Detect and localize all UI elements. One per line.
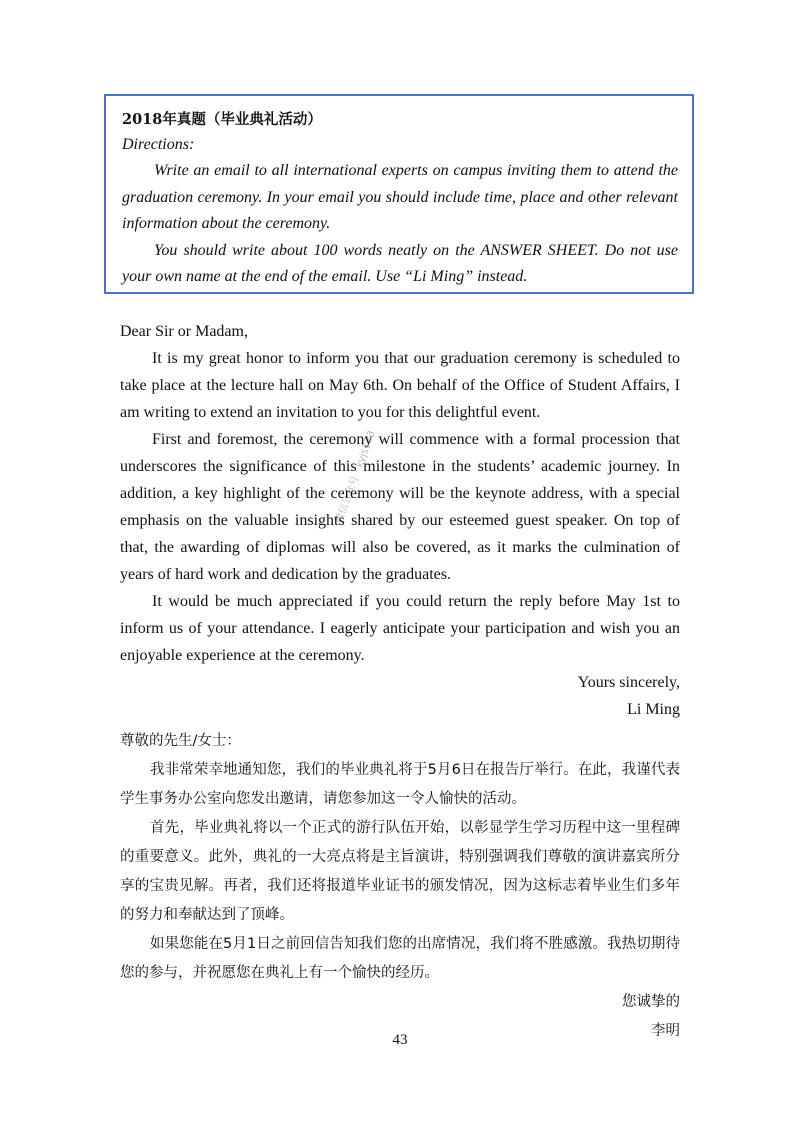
prompt-paragraph-1: Write an email to all international experts on campus inviting them to attend the graduation ceremony. In your email you should include time, place and other relevant information about the ceremony. [122, 162, 678, 232]
english-paragraph: First and foremost, the ceremony will commence with a formal procession that underscores the significance of this milestone in the students’ academic journey. In addition, a key highlight of the ceremony will be the keynote address, with a special emphasis on the valuable insights shared by our esteemed guest speaker. On top of that, the awarding of diplomas will also be covered, as it marks the culmination of years of hard work and dedication by the graduates. [120, 431, 680, 583]
chinese-paragraph: 我非常荣幸地通知您，我们的毕业典礼将于5月6日在报告厅举行。在此，我谨代表学生事务办公室向您发出邀请，请您参加这一令人愉快的活动。 [120, 762, 680, 807]
chinese-salutation: 尊敬的先生/女士： [120, 733, 241, 749]
chinese-closing: 您诚挚的 [622, 994, 680, 1010]
exam-prompt-box [104, 94, 694, 294]
chinese-signature: 李明 [651, 1023, 680, 1039]
chinese-paragraph: 首先，毕业典礼将以一个正式的游行队伍开始，以彰显学生学习历程中这一里程碑的重要意义。此外，典礼的一大亮点将是主旨演讲，特别强调我们尊敬的演讲嘉宾所分享的宝贵见解。再者，我们还将报道毕业证书的颁发情况，因为这标志着毕业生们多年的努力和奉献达到了顶峰。 [120, 820, 680, 923]
directions-label: Directions: [122, 136, 195, 153]
english-signature: Li Ming [627, 701, 680, 718]
watermark: 微信公众号 · kyjs123 [333, 429, 378, 526]
page-number: 43 [392, 1032, 408, 1048]
english-paragraph: It would be much appreciated if you could return the reply before May 1st to inform us of your attendance. I eagerly anticipate your participation and wish you an enjoyable experience at the ceremony. [120, 593, 680, 664]
chinese-letter [120, 727, 680, 1046]
english-letter [120, 318, 680, 723]
prompt-title: 2018年真题（毕业典礼活动） [122, 111, 322, 128]
english-salutation: Dear Sir or Madam, [120, 323, 248, 340]
chinese-paragraph: 如果您能在5月1日之前回信告知我们您的出席情况，我们将不胜感激。我热切期待您的参与，并祝愿您在典礼上有一个愉快的经历。 [120, 936, 680, 981]
prompt-paragraph-2: You should write about 100 words neatly on the ANSWER SHEET. Do not use your own name at the end of the email. Use “Li Ming” instead. [122, 241, 678, 285]
english-closing: Yours sincerely, [577, 674, 680, 691]
english-paragraph: It is my great honor to inform you that our graduation ceremony is scheduled to take place at the lecture hall on May 6th. On behalf of the Office of Student Affairs, I am writing to extend an invitation to you for this delightful event. [120, 350, 680, 421]
